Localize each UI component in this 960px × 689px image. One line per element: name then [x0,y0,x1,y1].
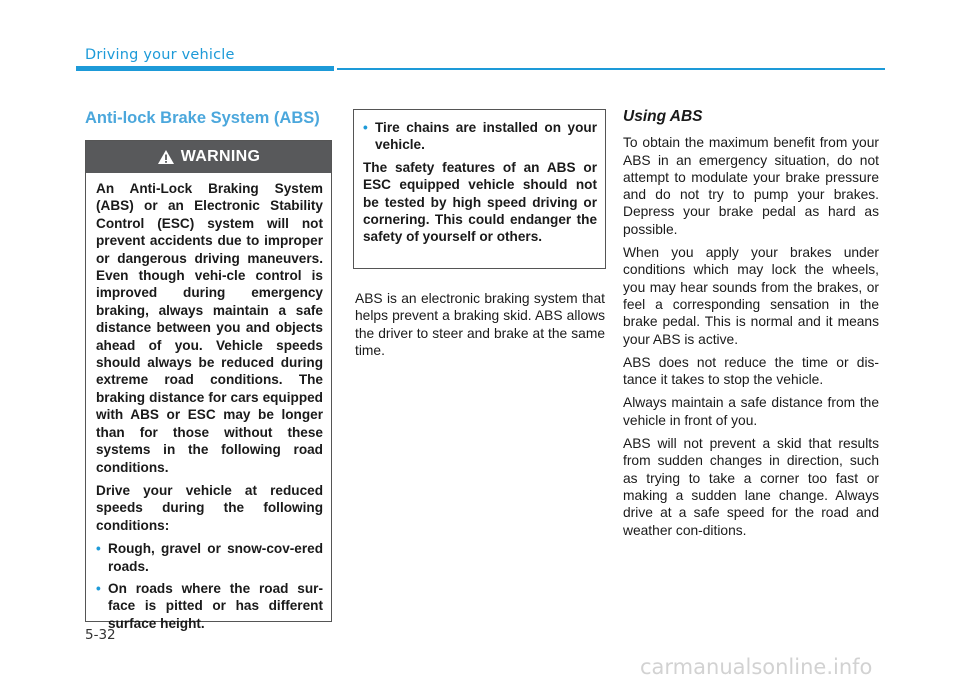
header-accent-bar [76,66,334,71]
body-paragraph: When you apply your brakes under conditions which may lock the wheels, you may hear sounds from the brakes, or feel a corresponding sensation in the brake pedal. This is normal and it means your ABS is active. [623,245,879,347]
warning-label: WARNING [180,148,261,165]
chapter-title: Driving your vehicle [85,47,235,63]
using-abs-section [623,108,879,545]
bullet-icon: • [96,541,101,557]
body-paragraph: Always maintain a safe distance from the vehicle in front of you. [623,395,879,428]
warning-triangle-icon [157,149,175,165]
header-rule [337,68,885,70]
warning-bullet [96,580,323,632]
body-paragraph: ABS does not reduce the time or dis-tance it takes to stop the vehicle. [623,354,879,388]
warning-paragraph: Drive your vehicle at reduced speeds during the following conditions: [96,482,323,533]
bullet-icon: • [363,120,368,135]
abs-description: ABS is an electronic braking system that helps prevent a braking skid. ABS allows the driver to steer and brake at the same time. [355,291,605,358]
warning-bullet [96,540,323,575]
bullet-text: On roads where the road sur-face is pitted or has different surface height. [108,580,323,631]
section-title: Anti-lock Brake System (ABS) [85,109,320,127]
subsection-title: Using ABS [623,108,703,125]
bullet-text: Tire chains are installed on your vehicle. [375,120,597,153]
warning-bullet [363,119,597,154]
warning-header [86,141,331,173]
warning-body [86,173,331,632]
bullet-text: Rough, gravel or snow-cov-ered roads. [108,541,323,574]
warning-paragraph: An Anti-Lock Braking System (ABS) or an Electronic Stability Control (ESC) system will not prevent accidents due to improper or dangerous driving maneuvers. Even though vehi-cle control is improved during emergency braking, always maintain a safe distance between you and objects ahead of you. Vehicle speeds should always be reduced during extreme road conditions. The braking distance for cars equipped with ABS or ESC may be longer than for those without these systems in the following road conditions. [96,181,323,475]
watermark: carmanualsonline.info [640,655,873,679]
body-paragraph: To obtain the maximum benefit from your ABS in an emergency situation, do not attempt to modulate your brake pressure and do not try to pump your brakes. Depress your brake pedal as hard as possible. [623,135,879,237]
body-paragraph: ABS will not prevent a skid that results from sudden changes in direction, such as trying to take a corner too fast or making a sudden lane change. Always drive at a safe speed for the road and weather con-ditions. [623,436,879,538]
bullet-icon: • [96,580,101,596]
warning-box [85,140,332,631]
page-number: 5-32 [85,627,116,643]
warning-continued-box [353,109,606,269]
warning-paragraph: The safety features of an ABS or ESC equipped vehicle should not be tested by high speed driving or cornering. This could endanger the safety of yourself or others. [363,159,597,245]
